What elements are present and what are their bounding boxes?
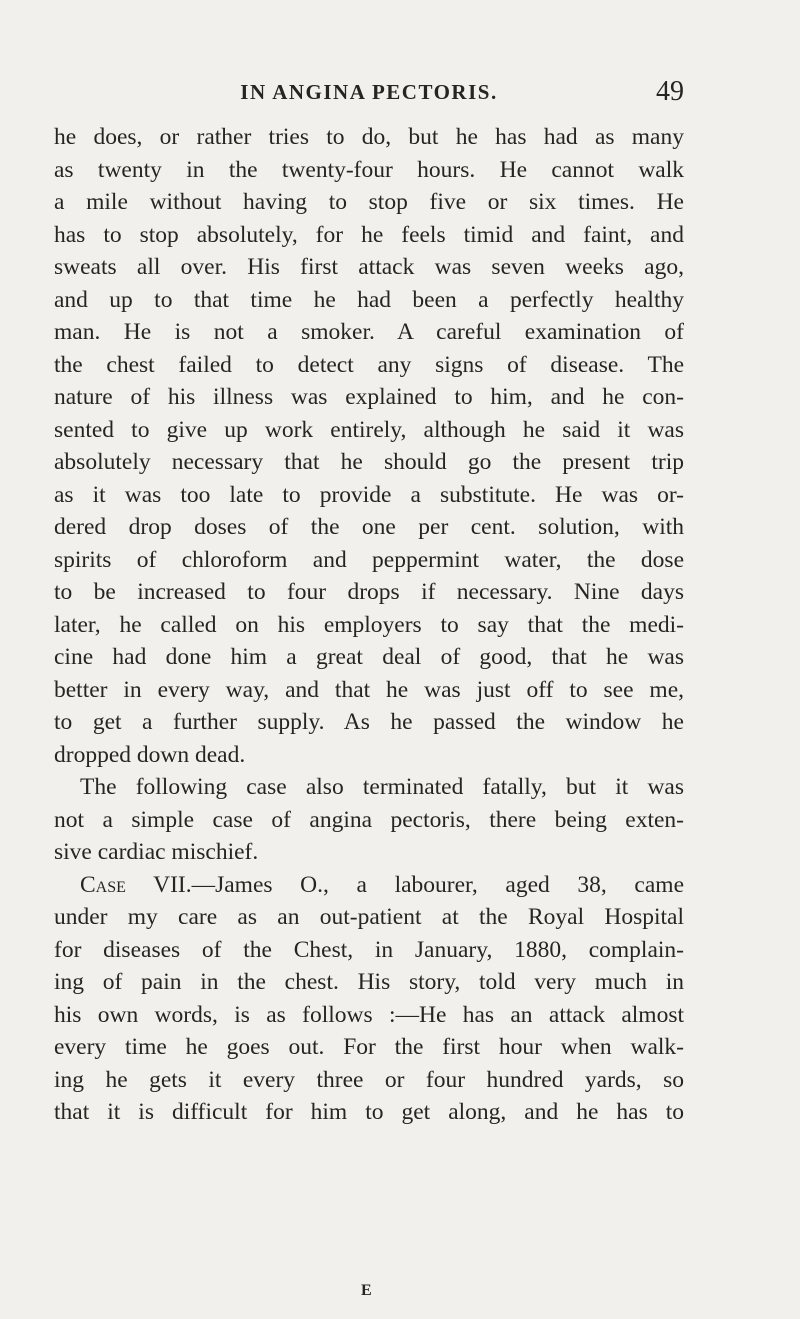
running-head xyxy=(54,76,684,106)
text-line-content: nature of his illness was explained to him, and he con- xyxy=(54,384,684,410)
text-line xyxy=(54,771,684,804)
text-line xyxy=(54,349,684,382)
text-line-content: his own words, is as follows :—He has an attack almost xyxy=(54,1001,684,1028)
text-line-content: for diseases of the Chest, in January, 1880, complain- xyxy=(54,936,684,963)
text-line xyxy=(54,901,684,934)
text-line xyxy=(54,836,684,869)
text-line xyxy=(54,414,684,447)
text-line xyxy=(54,284,684,317)
text-line-content: a mile without having to stop five or six times. He xyxy=(54,189,684,215)
text-line-content: dered drop doses of the one per cent. solution, with xyxy=(54,514,684,540)
text-line xyxy=(54,544,684,577)
text-line-content: that it is difficult for him to get along, and he has to xyxy=(54,1099,684,1125)
text-line xyxy=(54,999,684,1032)
page-number: 49 xyxy=(656,76,684,107)
text-line xyxy=(54,154,684,187)
text-line-content: cine had done him a great deal of good, that he was xyxy=(54,644,684,670)
text-line-content: better in every way, and that he was just off to see me, xyxy=(54,676,684,703)
text-line xyxy=(54,706,684,739)
text-line xyxy=(54,674,684,707)
text-line-content: he does, or rather tries to do, but he has had as many xyxy=(54,124,684,150)
text-line xyxy=(54,804,684,837)
body-text xyxy=(54,121,684,1129)
case-label: Case xyxy=(80,871,126,898)
text-line-content: absolutely necessary that he should go the present trip xyxy=(54,449,684,475)
text-line xyxy=(54,934,684,967)
text-line xyxy=(54,966,684,999)
text-line-content: VII.—James O., a labourer, aged 38, came xyxy=(125,871,684,898)
text-line xyxy=(54,1096,684,1129)
text-line xyxy=(54,121,684,154)
text-line xyxy=(54,446,684,479)
text-line xyxy=(54,511,684,544)
text-line-content: The following case also terminated fatally, but it was xyxy=(80,774,684,800)
text-line-content: man. He is not a smoker. A careful examination of xyxy=(54,319,684,345)
text-line xyxy=(54,576,684,609)
text-line-content: every time he goes out. For the first hour when walk- xyxy=(54,1034,684,1060)
text-line xyxy=(54,1064,684,1097)
text-line-content: dropped down dead. xyxy=(54,741,246,768)
text-line-content: and up to that time he had been a perfectly healthy xyxy=(54,286,684,313)
text-line xyxy=(54,739,684,772)
text-line-content: sweats all over. His first attack was seven weeks ago, xyxy=(54,254,684,280)
text-line xyxy=(54,1031,684,1064)
text-line-content: under my care as an out-patient at the Royal Hospital xyxy=(54,904,684,930)
signature-mark: E xyxy=(361,1282,372,1299)
text-line xyxy=(54,869,684,902)
text-line-content: not a simple case of angina pectoris, there being exten- xyxy=(54,806,684,833)
running-title: IN ANGINA PECTORIS. xyxy=(240,80,498,104)
text-line-content: sented to give up work entirely, although he said it was xyxy=(54,416,684,443)
text-line xyxy=(54,251,684,284)
text-line xyxy=(54,479,684,512)
text-line-content: the chest failed to detect any signs of disease. The xyxy=(54,351,684,378)
text-line xyxy=(54,381,684,414)
text-line-content: sive cardiac mischief. xyxy=(54,839,259,865)
text-line-content: spirits of chloroform and peppermint water, the dose xyxy=(54,546,684,573)
text-line-content: as it was too late to provide a substitute. He was or- xyxy=(54,481,684,508)
text-line xyxy=(54,609,684,642)
text-line-content: later, he called on his employers to say that the medi- xyxy=(54,611,684,638)
text-line-content: ing of pain in the chest. His story, told very much in xyxy=(54,969,684,995)
text-line xyxy=(54,316,684,349)
text-line xyxy=(54,219,684,252)
text-line-content: ing he gets it every three or four hundred yards, so xyxy=(54,1066,684,1093)
text-line-content: as twenty in the twenty-four hours. He cannot walk xyxy=(54,156,684,183)
text-line-content: to get a further supply. As he passed the window he xyxy=(54,709,684,735)
text-line-content: to be increased to four drops if necessary. Nine days xyxy=(54,579,684,605)
text-line xyxy=(54,186,684,219)
text-line-content: has to stop absolutely, for he feels timid and faint, and xyxy=(54,221,684,248)
text-line xyxy=(54,641,684,674)
